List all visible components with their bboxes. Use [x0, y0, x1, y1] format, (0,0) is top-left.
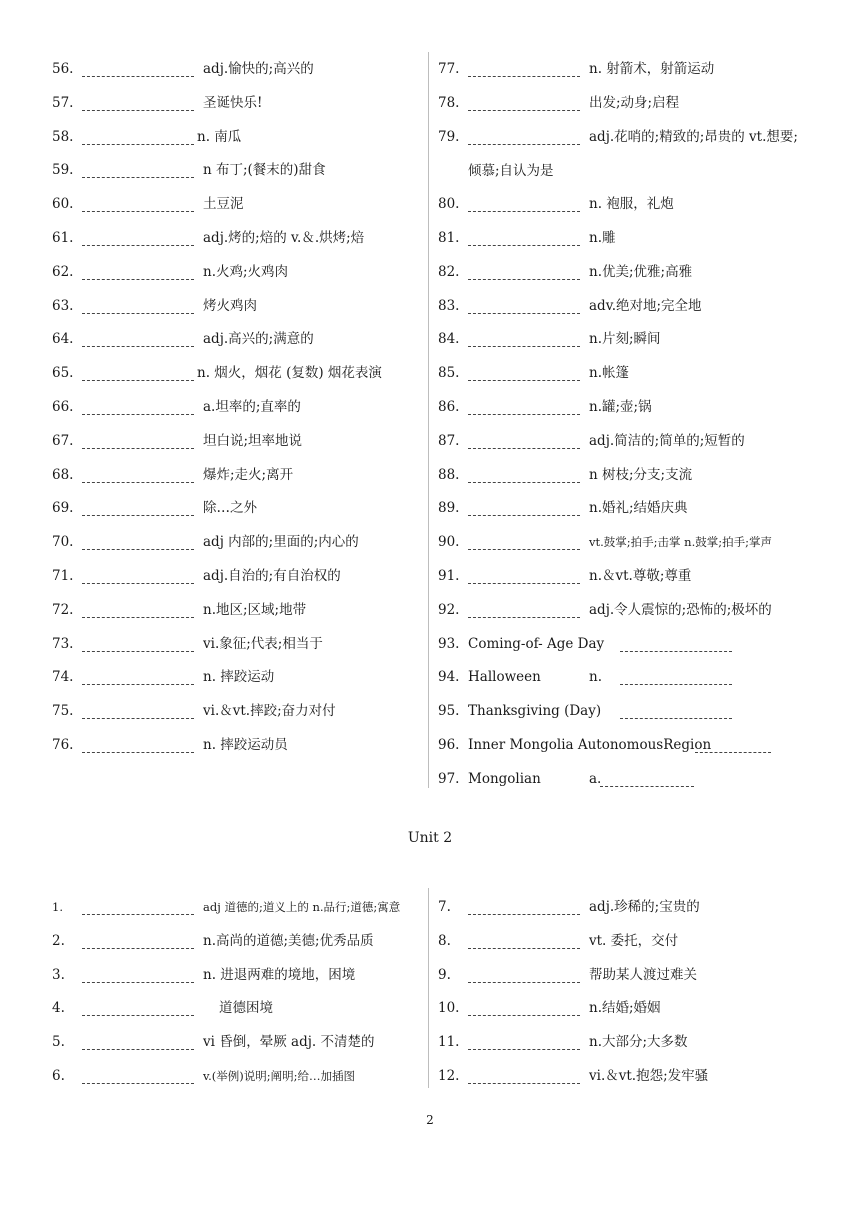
definition-text: n. 南瓜	[197, 128, 242, 145]
unit2-column-divider	[428, 888, 429, 1088]
unit1-right-column	[438, 60, 833, 804]
answer-blank[interactable]	[468, 605, 580, 618]
answer-blank[interactable]	[82, 301, 194, 314]
vocab-entry	[438, 60, 833, 94]
entry-number: 62.	[52, 263, 74, 280]
entry-number: 80.	[438, 196, 460, 213]
entry-number: 81.	[438, 229, 460, 246]
entry-number: 72.	[52, 601, 74, 618]
vocab-entry	[438, 999, 833, 1033]
answer-blank[interactable]	[82, 902, 194, 915]
answer-blank[interactable]	[468, 199, 580, 212]
vocab-entry	[438, 432, 833, 466]
entry-number: 5.	[52, 1034, 65, 1051]
answer-blank[interactable]	[82, 267, 194, 280]
definition-text: 土豆泥	[203, 196, 244, 213]
vocab-entry	[438, 932, 833, 966]
entry-number: 94.	[438, 669, 460, 686]
entry-number: 7.	[438, 899, 451, 915]
entry-number: 74.	[52, 669, 74, 686]
unit2-left-column	[52, 898, 422, 1101]
answer-blank[interactable]	[468, 970, 580, 983]
entry-number: 83.	[438, 297, 460, 314]
entry-number: 75.	[52, 703, 74, 720]
vocab-entry	[438, 567, 833, 601]
answer-blank[interactable]	[82, 503, 194, 516]
vocab-entry	[52, 263, 422, 297]
entry-number: 96.	[438, 736, 460, 753]
answer-blank[interactable]	[82, 368, 194, 381]
definition-text: n.罐;壶;锅	[589, 398, 652, 415]
answer-blank[interactable]	[82, 470, 194, 483]
term-text: Mongolian	[468, 770, 541, 787]
definition-text: 坦白说;坦率地说	[203, 432, 303, 449]
vocab-entry	[438, 94, 833, 128]
vocab-entry	[438, 297, 833, 331]
entry-number: 2.	[52, 932, 65, 949]
entry-number: 63.	[52, 297, 74, 314]
vocab-entry	[438, 533, 833, 567]
unit1-column-divider	[428, 52, 429, 788]
vocab-entry	[52, 601, 422, 635]
definition-text: adj.简洁的;简单的;短暂的	[589, 432, 745, 449]
definition-text: n 树枝;分支;支流	[589, 466, 693, 483]
entry-number: 57.	[52, 94, 74, 111]
vocab-entry	[52, 932, 422, 966]
definition-text: n.高尚的道德;美德;优秀品质	[203, 932, 374, 949]
vocab-entry	[438, 330, 833, 364]
definition-text: 帮助某人渡过难关	[589, 966, 697, 983]
answer-blank[interactable]	[82, 1071, 194, 1084]
definition-text: vi.＆vt.抱怨;发牢骚	[589, 1067, 709, 1084]
answer-blank[interactable]	[468, 1003, 580, 1016]
vocab-entry	[52, 195, 422, 229]
definition-text: vi.＆vt.摔跤;奋力对付	[203, 703, 336, 720]
term-text: Coming-of- Age Day	[468, 635, 605, 652]
entry-number: 8.	[438, 932, 451, 949]
entry-number: 64.	[52, 331, 74, 348]
vocab-entry	[52, 330, 422, 364]
answer-blank[interactable]	[82, 605, 194, 618]
vocab-entry	[438, 499, 833, 533]
vocab-entry	[52, 432, 422, 466]
entry-number: 97.	[438, 770, 460, 787]
definition-text: n.优美;优雅;高雅	[589, 263, 693, 280]
entry-number: 91.	[438, 567, 460, 584]
answer-blank[interactable]	[468, 470, 580, 483]
vocab-entry	[52, 898, 422, 932]
definition-text: vi 昏倒，晕厥 adj. 不清楚的	[203, 1034, 375, 1051]
answer-blank[interactable]	[82, 936, 194, 949]
vocab-entry	[52, 966, 422, 1000]
entry-number: 59.	[52, 162, 74, 179]
definition-text: adj 内部的;里面的;内心的	[203, 534, 359, 551]
answer-blank[interactable]	[82, 1003, 194, 1016]
entry-number: 95.	[438, 703, 460, 720]
vocab-entry	[438, 1067, 833, 1101]
page-number: 2	[426, 1113, 434, 1127]
definition-text: n. 袍服，礼炮	[589, 196, 674, 213]
vocab-entry	[438, 229, 833, 263]
vocab-entry	[52, 736, 422, 770]
answer-blank[interactable]	[468, 1037, 580, 1050]
vocab-entry	[52, 635, 422, 669]
part-of-speech: a.	[589, 770, 602, 787]
entry-number: 93.	[438, 635, 460, 652]
entry-number: 73.	[52, 635, 74, 652]
answer-blank[interactable]	[82, 436, 194, 449]
vocab-entry	[438, 398, 833, 432]
answer-blank[interactable]	[82, 1037, 194, 1050]
definition-text: n. 摔跤运动	[203, 669, 275, 686]
definition-text: adj.令人震惊的;恐怖的;极坏的	[589, 601, 772, 618]
definition-text: 除…之外	[203, 500, 257, 517]
definition-text: n.婚礼;结婚庆典	[589, 500, 688, 517]
vocab-entry	[52, 499, 422, 533]
answer-blank[interactable]	[468, 1071, 580, 1084]
definition-text: n.地区;区域;地带	[203, 601, 307, 618]
entry-number: 12.	[438, 1067, 460, 1084]
entry-number: 79.	[438, 128, 460, 145]
answer-blank[interactable]	[468, 402, 580, 415]
unit1-left-column	[52, 60, 422, 770]
answer-blank[interactable]	[468, 936, 580, 949]
vocab-entry	[52, 161, 422, 195]
answer-blank[interactable]	[468, 267, 580, 280]
answer-blank[interactable]	[468, 537, 580, 550]
vocab-entry	[438, 635, 833, 669]
vocab-entry	[438, 195, 833, 229]
answer-blank[interactable]	[82, 402, 194, 415]
entry-number: 56.	[52, 61, 74, 77]
answer-blank[interactable]	[82, 98, 194, 111]
entry-number: 69.	[52, 500, 74, 517]
answer-blank[interactable]	[468, 503, 580, 516]
vocab-entry	[52, 297, 422, 331]
vocab-entry	[52, 567, 422, 601]
vocab-entry	[52, 702, 422, 736]
answer-blank[interactable]	[695, 740, 771, 753]
answer-blank[interactable]	[82, 672, 194, 685]
vocab-entry	[52, 364, 422, 398]
definition-text: n.＆vt.尊敬;尊重	[589, 567, 692, 584]
vocab-entry	[52, 466, 422, 500]
definition-continuation: 倾慕;自认为是	[468, 162, 554, 179]
definition-text: adj.珍稀的;宝贵的	[589, 899, 700, 915]
vocab-entry	[52, 94, 422, 128]
answer-blank[interactable]	[82, 199, 194, 212]
vocab-entry	[52, 128, 422, 162]
entry-number: 6.	[52, 1067, 65, 1084]
definition-text: n.片刻;瞬间	[589, 331, 661, 348]
answer-blank[interactable]	[620, 706, 732, 719]
answer-blank[interactable]	[620, 672, 732, 685]
definition-text: vt.鼓掌;拍手;击掌 n.鼓掌;拍手;掌声	[589, 535, 772, 550]
answer-blank[interactable]	[468, 132, 580, 145]
entry-number: 87.	[438, 432, 460, 449]
answer-blank[interactable]	[82, 64, 194, 77]
answer-blank[interactable]	[82, 132, 194, 145]
answer-blank[interactable]	[468, 64, 580, 77]
entry-number: 71.	[52, 567, 74, 584]
definition-text: n.结婚;婚姻	[589, 1000, 661, 1017]
entry-number: 10.	[438, 1000, 460, 1017]
vocab-entry	[438, 263, 833, 297]
answer-blank[interactable]	[82, 970, 194, 983]
answer-blank[interactable]	[468, 301, 580, 314]
vocab-entry	[438, 770, 833, 804]
vocab-entry	[52, 60, 422, 94]
vocab-entry	[52, 533, 422, 567]
definition-text: n.火鸡;火鸡肉	[203, 263, 289, 280]
entry-number: 92.	[438, 601, 460, 618]
definition-text: n.大部分;大多数	[589, 1034, 688, 1051]
answer-blank[interactable]	[468, 233, 580, 246]
definition-text: adj.自治的;有自治权的	[203, 567, 341, 584]
term-text: Inner Mongolia AutonomousRegion	[468, 736, 712, 753]
definition-text: adj.高兴的;满意的	[203, 331, 314, 348]
answer-blank[interactable]	[82, 334, 194, 347]
definition-text: n. 射箭术，射箭运动	[589, 61, 715, 77]
entry-number: 67.	[52, 432, 74, 449]
definition-text: 烤火鸡肉	[203, 297, 257, 314]
vocab-entry	[438, 364, 833, 398]
entry-number: 85.	[438, 365, 460, 382]
entry-number: 61.	[52, 229, 74, 246]
vocab-entry	[438, 128, 833, 196]
entry-number: 82.	[438, 263, 460, 280]
definition-text: n.雕	[589, 229, 616, 246]
entry-number: 90.	[438, 534, 460, 551]
definition-text: n. 进退两难的境地，困境	[203, 966, 356, 983]
entry-number: 76.	[52, 736, 74, 753]
unit-2-heading: Unit 2	[407, 830, 453, 846]
entry-number: 68.	[52, 466, 74, 483]
vocab-entry	[52, 999, 422, 1033]
entry-number: 65.	[52, 365, 74, 382]
definition-text: n. 摔跤运动员	[203, 736, 288, 753]
definition-text: vt. 委托，交付	[589, 932, 679, 949]
entry-number: 78.	[438, 94, 460, 111]
entry-number: 88.	[438, 466, 460, 483]
definition-text: n.帐篷	[589, 365, 629, 382]
entry-number: 89.	[438, 500, 460, 517]
answer-blank[interactable]	[468, 334, 580, 347]
definition-text: 道德困境	[219, 1000, 273, 1017]
answer-blank[interactable]	[82, 537, 194, 550]
answer-blank[interactable]	[620, 639, 732, 652]
vocab-entry	[438, 966, 833, 1000]
answer-blank[interactable]	[468, 902, 580, 915]
answer-blank[interactable]	[468, 571, 580, 584]
answer-blank[interactable]	[82, 706, 194, 719]
answer-blank[interactable]	[82, 571, 194, 584]
definition-text: adj.愉快的;高兴的	[203, 61, 314, 77]
vocab-entry	[52, 398, 422, 432]
definition-text: 爆炸;走火;离开	[203, 466, 294, 483]
definition-text: a.坦率的;直率的	[203, 398, 301, 415]
part-of-speech: n.	[589, 669, 602, 686]
vocab-entry	[52, 1033, 422, 1067]
definition-text: v.(举例)说明;阐明;给…加插图	[203, 1068, 356, 1083]
definition-text: vi.象征;代表;相当于	[203, 635, 323, 652]
entry-number: 11.	[438, 1034, 460, 1051]
vocab-entry	[438, 466, 833, 500]
term-text: Thanksgiving (Day)	[468, 703, 602, 720]
definition-text: adj.烤的;焙的 v.＆.烘烤;焙	[203, 229, 365, 246]
entry-number: 9.	[438, 966, 451, 983]
term-text: Halloween	[468, 669, 541, 686]
entry-number: 60.	[52, 196, 74, 213]
vocab-entry	[438, 668, 833, 702]
answer-blank[interactable]	[82, 165, 194, 178]
definition-text: adj 道德的;道义上的 n.品行;道德;寓意	[203, 900, 401, 914]
definition-text: adv.绝对地;完全地	[589, 297, 702, 314]
entry-number: 3.	[52, 966, 65, 983]
answer-blank[interactable]	[468, 368, 580, 381]
vocab-entry	[438, 736, 833, 770]
definition-text: n 布丁;(餐末的)甜食	[203, 162, 326, 179]
answer-blank[interactable]	[468, 436, 580, 449]
entry-number: 1.	[52, 900, 63, 914]
entry-number: 70.	[52, 534, 74, 551]
answer-blank[interactable]	[600, 774, 694, 787]
entry-number: 66.	[52, 398, 74, 415]
entry-number: 77.	[438, 61, 460, 77]
vocab-entry	[52, 1067, 422, 1101]
definition-text: 出发;动身;启程	[589, 94, 680, 111]
vocab-entry	[52, 668, 422, 702]
vocab-entry	[438, 601, 833, 635]
entry-number: 84.	[438, 331, 460, 348]
vocab-entry	[438, 1033, 833, 1067]
answer-blank[interactable]	[82, 639, 194, 652]
vocab-entry	[52, 229, 422, 263]
vocab-entry	[438, 898, 833, 932]
entry-number: 86.	[438, 398, 460, 415]
definition-text: n. 烟火，烟花 (复数) 烟花表演	[197, 365, 382, 382]
answer-blank[interactable]	[468, 98, 580, 111]
answer-blank[interactable]	[82, 233, 194, 246]
unit2-right-column	[438, 898, 833, 1101]
definition-text: adj.花哨的;精致的;昂贵的 vt.想要;	[589, 128, 798, 145]
entry-number: 4.	[52, 1000, 65, 1017]
definition-text: 圣诞快乐!	[203, 94, 263, 111]
vocab-entry	[438, 702, 833, 736]
entry-number: 58.	[52, 128, 74, 145]
answer-blank[interactable]	[82, 740, 194, 753]
